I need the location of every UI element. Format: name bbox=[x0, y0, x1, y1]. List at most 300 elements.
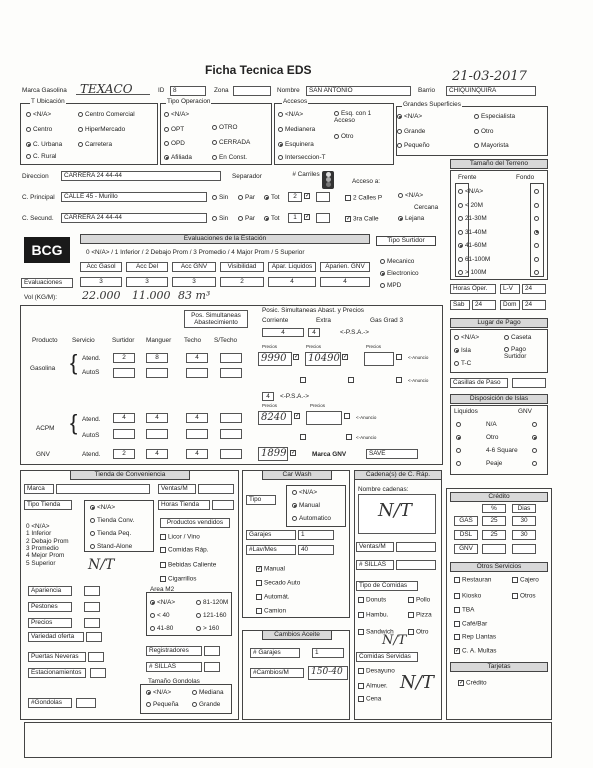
dom-label: Dom bbox=[500, 300, 520, 310]
operacion-label: Tipo Operacion bbox=[167, 98, 211, 105]
islas-option-label: N/A bbox=[486, 421, 497, 428]
surtidor-electronico[interactable]: Electronico bbox=[380, 271, 419, 278]
tienda-ventas-label: Ventas/M bbox=[158, 484, 196, 494]
servida-desayuno[interactable]: Desayuno bbox=[358, 668, 395, 675]
gondolas-na[interactable]: <N/A> bbox=[146, 690, 171, 697]
accesos-esquinera[interactable]: Esquinera bbox=[278, 142, 314, 149]
producto-licor[interactable]: Licor / Vino bbox=[160, 534, 200, 541]
principal-par[interactable]: Par bbox=[238, 195, 255, 202]
lv-label: L-V bbox=[500, 284, 520, 294]
islas-header: Disposición de Islas bbox=[450, 394, 548, 404]
precio-acpm[interactable]: 8240 bbox=[258, 411, 292, 425]
credito-row-label: DSL bbox=[454, 530, 478, 540]
secund-label: C. Secund. bbox=[22, 215, 54, 222]
sab-label: Sab bbox=[450, 300, 470, 310]
comida-sandwich[interactable]: Sandwich bbox=[358, 629, 394, 636]
apariencia-label: Apariencia bbox=[28, 586, 72, 596]
secund-num[interactable]: 1 bbox=[288, 213, 302, 223]
superficies-especialista[interactable]: Especialista bbox=[474, 114, 515, 121]
tienda-scale: 0 <N/A> 1 Inferior 2 Debajo Prom 3 Promedio 4 Mejor Prom 5 Superior bbox=[26, 523, 69, 567]
terreno-fondo-option[interactable] bbox=[534, 189, 541, 196]
operacion-opt[interactable]: OPT bbox=[164, 127, 184, 134]
evaluaciones-row-label: Evaluaciones bbox=[21, 278, 73, 288]
gas-manguer[interactable]: 8 bbox=[146, 353, 168, 363]
evaluaciones-header: Evaluaciones de la Estación bbox=[80, 234, 370, 244]
precios-label: Precios bbox=[28, 618, 72, 628]
superficies-na[interactable]: <N/A> bbox=[397, 114, 422, 121]
area-160[interactable]: > 160 bbox=[196, 626, 219, 633]
gas-autos-surtidor[interactable] bbox=[113, 368, 135, 378]
barrio-field[interactable]: CHIQUINQUIRA bbox=[446, 86, 536, 96]
bcg-logo: BCG bbox=[24, 237, 70, 263]
separador-label: Separador bbox=[232, 173, 262, 180]
ubicacion-urbana[interactable]: C. Urbana bbox=[26, 142, 62, 149]
comidas-handwrite: N/T bbox=[382, 633, 407, 648]
carwash-automatico[interactable]: Automatico bbox=[292, 516, 331, 523]
pestones-label: Pestones bbox=[28, 602, 72, 612]
carwash-manual-radio[interactable]: Manual bbox=[292, 503, 320, 510]
servida-cena[interactable]: Cena bbox=[358, 696, 381, 703]
cadenas-header: Cadena(s) de C. Ráp. bbox=[354, 470, 442, 480]
tienda-handwrite: N/T bbox=[88, 557, 115, 573]
area-label: Area M2 bbox=[150, 586, 175, 593]
operacion-cerrada[interactable]: CERRADA bbox=[212, 140, 250, 147]
pos-simultaneas-label: Pos. Simultaneas Abastecimiento bbox=[184, 310, 248, 328]
tienda-horas-label: Horas Tienda bbox=[158, 500, 210, 510]
gondolas-field[interactable] bbox=[76, 698, 96, 708]
acpm-autos-stecho[interactable] bbox=[220, 429, 242, 439]
vol-del[interactable]: 11.000 bbox=[132, 289, 171, 302]
acpm-psa: <-P.S.A.-> bbox=[280, 393, 310, 400]
credito-dias-field[interactable]: 30 bbox=[512, 530, 536, 540]
area-40[interactable]: < 40 bbox=[150, 613, 170, 620]
aceite-header: Cambios Aceite bbox=[262, 630, 332, 640]
terreno-header: Tamaño del Terreno bbox=[450, 159, 548, 169]
acceso-lejana[interactable]: Lejana bbox=[398, 216, 424, 223]
lugar-pago-header: Lugar de Pago bbox=[450, 318, 548, 328]
eval-value[interactable]: 4 bbox=[268, 277, 316, 287]
direccion-label: Direccion bbox=[22, 173, 49, 180]
terreno-fondo-option[interactable] bbox=[534, 203, 541, 210]
acceso-cercana: Cercana bbox=[414, 204, 439, 211]
surtidor-header: Tipo Surtidor bbox=[376, 236, 436, 246]
acceso-a-label: Acceso a: bbox=[352, 178, 381, 185]
tienda-tipo-stand[interactable]: Stand-Alone bbox=[90, 544, 132, 551]
area-81-120[interactable]: 81-120M bbox=[196, 600, 228, 607]
credito-header: Crédito bbox=[450, 492, 548, 502]
acpm-atend: Atend. bbox=[82, 416, 101, 423]
ubicacion-centro[interactable]: Centro bbox=[26, 127, 52, 134]
comida-pollo[interactable]: Pollo bbox=[408, 597, 430, 604]
vol-gnv[interactable]: 83 m³ bbox=[178, 289, 211, 302]
carwash-check-automat[interactable]: Automát. bbox=[256, 594, 290, 601]
pago-tc[interactable]: T-C bbox=[454, 361, 471, 368]
sab-field[interactable]: 24 bbox=[472, 300, 496, 310]
accesos-interseccion[interactable]: Interseccion-T bbox=[278, 155, 326, 162]
barrio-label: Barrio bbox=[418, 87, 436, 94]
acpm-autos-surtidor[interactable] bbox=[113, 429, 135, 439]
operacion-en-const[interactable]: En Const. bbox=[212, 155, 247, 162]
servidas-handwrite: N/T bbox=[400, 672, 434, 693]
credito-pct-label: % bbox=[482, 504, 506, 513]
principal-check[interactable]: ✓ bbox=[305, 193, 311, 199]
cambios-field[interactable]: 150-40 bbox=[308, 666, 348, 680]
tienda-tipo-peq[interactable]: Tienda Peq. bbox=[90, 531, 131, 538]
eval-col-header: Acc Del bbox=[126, 262, 168, 272]
gondolas-mediana[interactable]: Mediana bbox=[192, 690, 224, 697]
gas-corriente-pos[interactable]: 4 bbox=[262, 328, 304, 337]
comida-pizza[interactable]: Pizza bbox=[408, 612, 432, 619]
aceite-garajes-field[interactable]: 1 bbox=[312, 648, 344, 658]
evaluaciones-scale: 0 <N/A> / 1 Inferior / 2 Debajo Prom / 3 Promedio / 4 Major Prom / 5 Superior bbox=[86, 249, 305, 256]
area-121-160[interactable]: 121-160 bbox=[196, 613, 226, 620]
eval-col-header: Acc GNV bbox=[172, 262, 216, 272]
eval-value[interactable]: 3 bbox=[126, 277, 168, 287]
gas-techo[interactable]: 4 bbox=[186, 353, 208, 363]
puertas-field[interactable] bbox=[88, 652, 104, 662]
dom-field[interactable]: 24 bbox=[522, 300, 546, 310]
comida-donuts[interactable]: Donuts bbox=[358, 597, 386, 604]
form-title: Ficha Tecnica EDS bbox=[205, 63, 312, 77]
pago-surtidor[interactable]: Pago Surtidor bbox=[504, 346, 527, 361]
notes-box[interactable] bbox=[24, 722, 552, 758]
terreno-frente-option[interactable]: 41-60M bbox=[458, 243, 487, 250]
ubicacion-carretera[interactable]: Carretera bbox=[78, 142, 112, 149]
principal-tot[interactable]: Tot bbox=[264, 195, 280, 202]
tipo-comidas-label: Tipo de Comidas bbox=[356, 581, 418, 591]
direccion-field[interactable]: CARRERA 24 44-44 bbox=[61, 171, 221, 181]
terreno-frente-option[interactable]: < 20M bbox=[458, 203, 483, 210]
carwash-lav-label: #Lav/Mes bbox=[246, 545, 296, 555]
servidas-label: Comidas Servidas bbox=[356, 652, 418, 662]
superficies-label: Grandes Superficies bbox=[403, 101, 461, 108]
superficies-grande[interactable]: Grande bbox=[397, 129, 425, 136]
tres-calle-check[interactable]: ✓ 3ra Calle bbox=[346, 215, 379, 223]
superficies-mayorista[interactable]: Mayorista bbox=[474, 143, 509, 150]
gas-autos-stecho[interactable] bbox=[220, 368, 242, 378]
credito-dias-field[interactable] bbox=[512, 544, 536, 554]
corriente-label: Corriente bbox=[262, 317, 289, 324]
gnv-manguer[interactable]: 4 bbox=[146, 449, 168, 459]
surtidor-mpd[interactable]: MPD bbox=[380, 283, 401, 290]
calles-p-check[interactable]: 2 Calles P bbox=[345, 195, 382, 202]
ubicacion-rural[interactable]: C. Rural bbox=[26, 154, 56, 161]
traffic-light-icon bbox=[322, 171, 334, 189]
accesos-otro[interactable]: Otro bbox=[334, 134, 353, 141]
carwash-check-manual[interactable]: ✓ Manual bbox=[257, 565, 285, 573]
id-field[interactable]: 8 bbox=[170, 86, 206, 96]
productos-label: Productos vendidos bbox=[160, 518, 230, 528]
acpm-autos-manguer[interactable] bbox=[146, 429, 168, 439]
carwash-tipo-label: Tipo bbox=[246, 495, 276, 505]
nombre-field[interactable]: SAN ANTONIO bbox=[306, 86, 411, 96]
credito-row-label: GNV bbox=[454, 544, 478, 554]
gas-atend: Atend. bbox=[82, 355, 101, 362]
gas-grad-label: Gas Grad 3 bbox=[370, 317, 404, 324]
estacionamientos-field[interactable] bbox=[90, 668, 106, 678]
carriles-label: # Carriles bbox=[292, 171, 320, 178]
tienda-marca-field[interactable] bbox=[56, 484, 150, 494]
registradores-label: Registradores bbox=[146, 646, 202, 656]
operacion-otro[interactable]: OTRO bbox=[212, 125, 237, 132]
producto-comidas[interactable]: Comidas Ráp. bbox=[160, 547, 209, 554]
terreno-frente-option[interactable]: <N/A> bbox=[458, 189, 483, 196]
tienda-ventas-field[interactable] bbox=[198, 484, 234, 494]
accesos-medianera[interactable]: Medianera bbox=[278, 127, 315, 134]
islas-liquidos-option[interactable] bbox=[456, 448, 463, 455]
carwash-na[interactable]: <N/A> bbox=[292, 490, 317, 497]
terreno-frente-option[interactable]: 31-40M bbox=[458, 230, 487, 237]
tienda-sillas-field[interactable] bbox=[204, 662, 220, 672]
eval-value[interactable]: 4 bbox=[320, 277, 370, 287]
gas-psa: <-P.S.A.-> bbox=[340, 329, 370, 336]
pestones-field[interactable] bbox=[84, 602, 100, 612]
islas-liquidos-option[interactable] bbox=[456, 422, 463, 429]
vol-gasol[interactable]: 22.000 bbox=[82, 289, 121, 302]
cadenas-ventas-label: Ventas/M bbox=[356, 542, 394, 552]
producto-bebidas[interactable]: Bebidas Caliente bbox=[160, 562, 216, 569]
zona-label: Zona bbox=[214, 87, 229, 94]
eval-col-header: Apar. Liquidos bbox=[268, 262, 316, 272]
servicios-header: Otros Servicios bbox=[450, 562, 548, 572]
eval-value[interactable]: 2 bbox=[220, 277, 264, 287]
islas-gnv-option[interactable] bbox=[532, 422, 539, 429]
eval-col-header: Acc Gasol bbox=[80, 262, 122, 272]
servicio-otros[interactable]: Otros bbox=[512, 593, 536, 600]
gnv-techo[interactable]: 4 bbox=[186, 449, 208, 459]
accesos-label: Accesos bbox=[283, 98, 308, 105]
marca-gnv-field[interactable]: SAVE bbox=[366, 449, 418, 459]
islas-liquidos-option[interactable] bbox=[456, 435, 463, 442]
gas-stecho[interactable] bbox=[220, 353, 242, 363]
eval-value[interactable]: 3 bbox=[172, 277, 216, 287]
superficies-pequeno[interactable]: Pequeño bbox=[397, 143, 430, 150]
terreno-fondo-option[interactable] bbox=[534, 216, 541, 223]
credito-pct-field[interactable]: 25 bbox=[482, 530, 506, 540]
operacion-opd[interactable]: OPD bbox=[164, 141, 185, 148]
carwash-check-camion[interactable]: Camion bbox=[256, 608, 286, 615]
pago-na[interactable]: <N/A> bbox=[454, 335, 479, 342]
islas-liquidos-option[interactable] bbox=[456, 461, 463, 468]
servicio-llantas[interactable]: Rep Llantas bbox=[454, 634, 496, 641]
credito-pct-field[interactable]: 25 bbox=[482, 516, 506, 526]
marca-gnv-label: Marca GNV bbox=[312, 451, 347, 458]
gnv-surtidor[interactable]: 2 bbox=[113, 449, 135, 459]
terreno-frente-option[interactable]: > 100M bbox=[458, 270, 487, 277]
cadenas-ventas-field[interactable] bbox=[396, 542, 436, 552]
area-41-80[interactable]: 41-80 bbox=[150, 626, 173, 633]
surtidor-mecanico[interactable]: Mecanico bbox=[380, 259, 414, 266]
secund-check[interactable]: ✓ bbox=[305, 214, 311, 220]
acpm-autos: AutoS bbox=[82, 432, 100, 439]
estacionamientos-label: Estacionamientos bbox=[28, 668, 86, 678]
acpm-manguer[interactable]: 4 bbox=[146, 413, 168, 423]
servicio-multas[interactable]: ✓ C. A. Multas bbox=[455, 647, 497, 655]
acpm-techo[interactable]: 4 bbox=[186, 413, 208, 423]
col-producto: Producto bbox=[32, 337, 58, 344]
superficies-otro[interactable]: Otro bbox=[474, 129, 493, 136]
registradores-field[interactable] bbox=[204, 646, 220, 656]
terreno-fondo-option[interactable] bbox=[534, 270, 541, 277]
casillas-field[interactable] bbox=[512, 378, 546, 388]
servicio-restauran[interactable]: Restauran bbox=[454, 577, 492, 584]
gondolas-label: #Gondolas bbox=[28, 698, 72, 708]
ubicacion-na[interactable]: <N/A> bbox=[26, 112, 51, 119]
acceso-na[interactable]: <N/A> bbox=[398, 193, 423, 200]
islas-gnv: GNV bbox=[518, 408, 532, 415]
acpm-stecho[interactable] bbox=[220, 413, 242, 423]
col-surtidor: Surtidor bbox=[112, 337, 135, 344]
terreno-fondo-option[interactable] bbox=[534, 243, 541, 250]
acpm-surtidor[interactable]: 4 bbox=[113, 413, 135, 423]
servicio-kiosko[interactable]: Kiosko bbox=[454, 593, 481, 600]
extra-label: Extra bbox=[316, 317, 331, 324]
area-na[interactable]: <N/A> bbox=[150, 600, 175, 607]
gas-extra-pos[interactable]: 4 bbox=[308, 328, 320, 337]
tienda-sillas-label: # SILLAS bbox=[146, 662, 202, 672]
gnv-stecho[interactable] bbox=[220, 449, 242, 459]
marca-label: Marca Gasolina bbox=[22, 87, 67, 94]
tienda-tipo-label: Tipo Tienda bbox=[24, 500, 72, 510]
puertas-label: Puertas Neveras bbox=[28, 652, 86, 662]
id-label: ID bbox=[158, 87, 165, 94]
acpm-pos[interactable]: 4 bbox=[262, 392, 274, 401]
gnv-atend: Atend. bbox=[82, 451, 101, 458]
pago-caseta[interactable]: Caseta bbox=[504, 335, 531, 342]
tienda-marca-label: Marca bbox=[24, 484, 54, 494]
credito-dias-field[interactable]: 30 bbox=[512, 516, 536, 526]
principal-carriles[interactable] bbox=[316, 192, 330, 202]
gondolas-pequena[interactable]: Pequeña bbox=[146, 702, 179, 709]
secund-sin[interactable]: Sin bbox=[212, 216, 228, 223]
islas-option-label: Otro bbox=[486, 434, 499, 441]
carwash-garajes-label: Garajes bbox=[246, 530, 296, 540]
gasolina-label: Gasolina bbox=[30, 365, 56, 372]
ubicacion-centro-comercial[interactable]: Centro Comercial bbox=[78, 112, 135, 119]
comida-hambu[interactable]: Hambu. bbox=[358, 612, 388, 619]
gas-autos-manguer[interactable] bbox=[146, 368, 168, 378]
servida-almuer[interactable]: Almuer. bbox=[358, 683, 388, 690]
nombre-label: Nombre bbox=[277, 87, 300, 94]
precio-gnv[interactable]: 1899 bbox=[258, 447, 288, 461]
terreno-frente-label: Frente bbox=[458, 174, 477, 181]
cadenas-sillas-label: # SILLAS bbox=[356, 560, 394, 570]
secund-par[interactable]: Par bbox=[238, 216, 255, 223]
carwash-lav-field[interactable]: 40 bbox=[298, 545, 334, 555]
precio-extra[interactable]: 10490 bbox=[305, 352, 341, 366]
tarjeta-credito[interactable]: ✓ Crédito bbox=[459, 679, 487, 687]
credito-row-label: GAS bbox=[454, 516, 478, 526]
secund-carriles[interactable] bbox=[316, 213, 330, 223]
col-manguer: Manguer bbox=[146, 337, 172, 344]
accesos-esq[interactable]: Esq. con 1 Acceso bbox=[334, 110, 372, 125]
col-techo: Techo bbox=[184, 337, 202, 344]
terreno-fondo-label: Fondo bbox=[516, 174, 535, 181]
secund-field[interactable]: CARRERA 24 44-44 bbox=[61, 213, 207, 223]
islas-gnv-option[interactable] bbox=[532, 461, 539, 468]
tienda-header: Tienda de Conveniencia bbox=[70, 470, 190, 480]
col-stecho: S/Techo bbox=[214, 337, 238, 344]
servicio-tba[interactable]: TBA bbox=[454, 607, 474, 614]
carwash-header: Car Wash bbox=[262, 470, 332, 480]
principal-num[interactable]: 2 bbox=[288, 192, 302, 202]
precio-corriente[interactable]: 9990 bbox=[258, 352, 292, 366]
islas-gnv-option[interactable] bbox=[532, 448, 539, 455]
ubicacion-hipermercado[interactable]: HiperMercado bbox=[78, 127, 125, 134]
terreno-frente-option[interactable]: 61-100M bbox=[458, 257, 490, 264]
carwash-check-secado[interactable]: Secado Auto bbox=[256, 580, 300, 587]
eval-col-header: Aparien. GNV bbox=[320, 262, 370, 272]
comida-otro[interactable]: Otro bbox=[408, 629, 428, 636]
acpm-label: ACPM bbox=[36, 425, 55, 432]
principal-field[interactable]: CALLE 45 - Murillo bbox=[61, 192, 207, 202]
eval-col-header: Visibilidad bbox=[220, 262, 264, 272]
carwash-garajes-field[interactable]: 1 bbox=[298, 530, 334, 540]
gas-surtidor[interactable]: 2 bbox=[113, 353, 135, 363]
secund-tot[interactable]: Tot bbox=[264, 216, 280, 223]
zona-field[interactable] bbox=[233, 86, 271, 96]
casillas-label: Casillas de Paso bbox=[450, 378, 508, 388]
servicio-cafe[interactable]: Café/Bar bbox=[454, 621, 487, 628]
terreno-frente-option[interactable]: 21-30M bbox=[458, 216, 487, 223]
gas-autos: AutoS bbox=[82, 369, 100, 376]
tarjetas-header: Tarjetas bbox=[450, 662, 548, 672]
credito-dias-label: Dias bbox=[512, 504, 536, 513]
operacion-afiliada[interactable]: Afiliada bbox=[164, 155, 192, 162]
precio-acpm-2[interactable] bbox=[306, 411, 342, 425]
productos-frame bbox=[20, 305, 443, 465]
gnv-label: GNV bbox=[36, 451, 50, 458]
gas-autos-techo[interactable] bbox=[186, 368, 208, 378]
precio-gas-grad[interactable] bbox=[364, 352, 394, 366]
apariencia-field[interactable] bbox=[84, 586, 100, 596]
gondolas-size-label: Tamaño Gondolas bbox=[148, 678, 200, 685]
tienda-tipo-na[interactable]: <N/A> bbox=[90, 505, 115, 512]
gondolas-grande[interactable]: Grande bbox=[192, 702, 220, 709]
cadenas-sillas-field[interactable] bbox=[396, 560, 436, 570]
acpm-autos-techo[interactable] bbox=[186, 429, 208, 439]
servicio-cajero[interactable]: Cajero bbox=[512, 577, 539, 584]
islas-option-label: 4-6 Square bbox=[486, 447, 518, 454]
pago-isla[interactable]: Isla bbox=[454, 348, 471, 355]
accesos-na[interactable]: <N/A> bbox=[278, 112, 303, 119]
principal-sin[interactable]: Sin bbox=[212, 195, 228, 202]
vol-label: Vol (KG/M): bbox=[24, 294, 58, 301]
cambios-label: #Cambios/M bbox=[250, 668, 304, 678]
lv-field[interactable]: 24 bbox=[522, 284, 546, 294]
principal-label: C. Principal bbox=[22, 194, 55, 201]
producto-cigarrillos[interactable]: Cigarrillos bbox=[160, 576, 196, 583]
marca-value[interactable]: TEXACO bbox=[80, 82, 133, 96]
precios-field[interactable] bbox=[84, 618, 100, 628]
ubicacion-label: T Ubicación bbox=[31, 98, 65, 105]
operacion-na[interactable]: <N/A> bbox=[164, 112, 189, 119]
tienda-tipo-conv[interactable]: Tienda Conv. bbox=[90, 518, 134, 525]
islas-liquidos: Liquidos bbox=[454, 408, 478, 415]
islas-gnv-option[interactable] bbox=[532, 435, 539, 442]
credito-pct-field[interactable] bbox=[482, 544, 506, 554]
terreno-fondo-option[interactable] bbox=[534, 257, 541, 264]
eval-value[interactable]: 3 bbox=[80, 277, 122, 287]
tienda-horas-field[interactable] bbox=[212, 500, 234, 510]
posic-label: Posic. Simultaneas Abast. y Precios bbox=[262, 307, 364, 314]
col-servicio: Servicio bbox=[72, 337, 95, 344]
cadenas-handwrite: N/T bbox=[378, 500, 412, 521]
form-date: 21-03-2017 bbox=[452, 69, 527, 84]
terreno-fondo-option[interactable] bbox=[534, 230, 541, 237]
variedad-field[interactable] bbox=[86, 632, 102, 642]
aceite-garajes-label: # Garajes bbox=[250, 648, 300, 658]
